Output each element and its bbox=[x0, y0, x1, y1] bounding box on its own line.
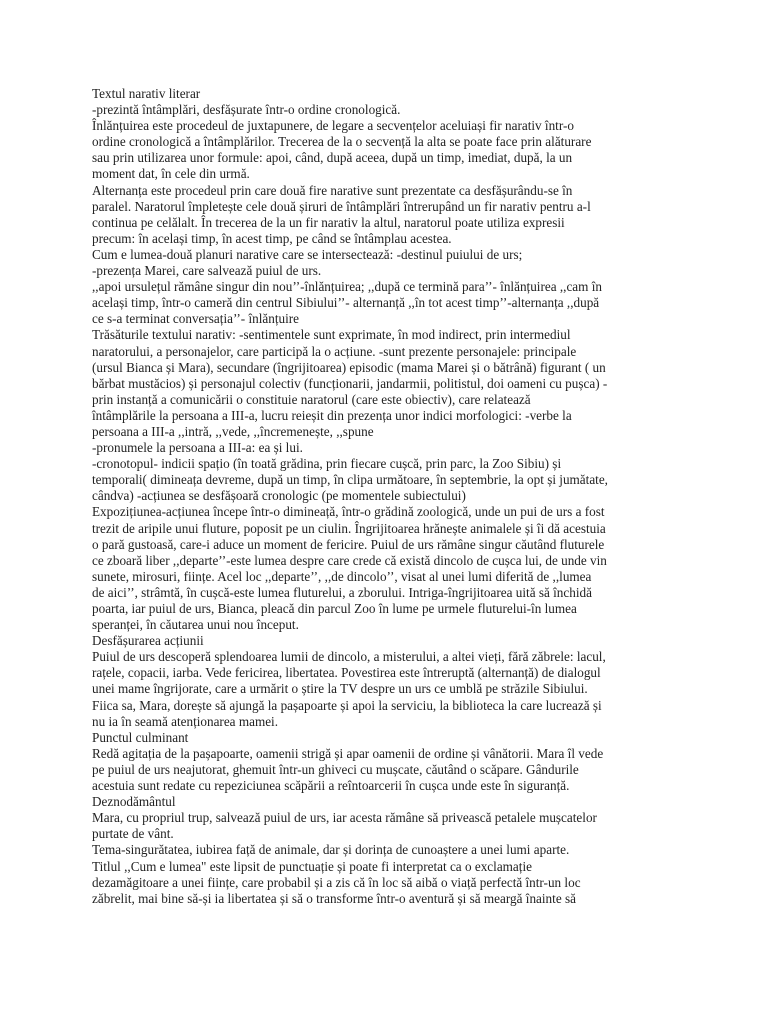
text-line: sunete, mirosuri, ființe. Acel loc ,,departe’’, ,,de dincolo’’, visat al unei lumi diferită de ,,lumea bbox=[92, 568, 592, 584]
text-line: Desfășurarea acțiunii bbox=[92, 633, 204, 649]
text-line: trezit de aripile unui fluture, poposit pe un ciulin. Îngrijitoarea hrănește animalele și îi dă acestuia bbox=[92, 520, 606, 536]
text-line: nu ia în seamă atenționarea mamei. bbox=[92, 713, 279, 729]
text-line: acestuia sunt redate cu repeziciunea scăpării a reîntoarcerii în cușca unde este în siguranță. bbox=[92, 778, 570, 794]
text-line: rațele, copacii, iarba. Vede fericirea, libertatea. Povestirea este întreruptă (alternanță) de dialogul bbox=[92, 665, 601, 681]
text-line: temporali( dimineața devreme, după un timp, în clipa următoare, în septembrie, la opt și jumătate, bbox=[92, 472, 608, 488]
text-line: dezamăgitoare a unei ființe, care probabil și a zis că în loc să aibă o viață perfectă într-un loc bbox=[92, 874, 581, 890]
text-line: Punctul culminant bbox=[92, 729, 189, 745]
text-line: speranței, în căutarea unui nou început. bbox=[92, 617, 299, 633]
text-line: -prezintă întâmplări, desfășurate într-o ordine cronologică. bbox=[92, 102, 401, 118]
text-line: zăbrelit, mai bine să-și ia libertatea și să o transforme într-o aventură și să meargă înainte să bbox=[92, 890, 576, 906]
text-line: Mara, cu propriul trup, salvează puiul de urs, iar acesta rămâne să privească petalele mușcatelor bbox=[92, 810, 597, 826]
text-line: cândva) -acțiunea se desfășoară cronologic (pe momentele subiectului) bbox=[92, 488, 466, 504]
text-line: ce s-a terminat conversația’’- înlănțuire bbox=[92, 311, 299, 327]
text-line: paralel. Naratorul împletește cele două șiruri de întâmplări întrerupând un fir narativ pentru a-l bbox=[92, 198, 591, 214]
text-line: -cronotopul- indicii spațio (în toată grădina, prin fiecare cușcă, prin parc, la Zoo Sibiu) și bbox=[92, 456, 562, 472]
text-line: ce zboară liber ,,departe’’-este lumea despre care crede că există dincolo de cușca lui, de unde vin bbox=[92, 552, 607, 568]
text-line: ordine cronologică a întâmplărilor. Trecerea de la o secvență la alta se poate face prin alăturare bbox=[92, 134, 592, 150]
text-line: Cum e lumea-două planuri narative care se intersectează: -destinul puiului de urs; bbox=[92, 246, 523, 262]
text-line: continua pe celălalt. În trecerea de la un fir narativ la altul, naratorul poate utiliza expresii bbox=[92, 214, 565, 230]
text-line: Alternanța este procedeul prin care două fire narative sunt prezentate ca desfășurându-se în bbox=[92, 182, 573, 198]
text-line: Înlănțuirea este procedeul de juxtapunere, de legare a secvențelor aceluiași fir narativ într-o bbox=[92, 118, 574, 134]
text-line: Deznodământul bbox=[92, 794, 176, 810]
text-line: întâmplările la persoana a III-a, lucru reieșit din prezența unor indici morfologici: -verbe la bbox=[92, 407, 572, 423]
text-line: același timp, într-o cameră din centrul Sibiului’’- alternanță ,,în tot acest timp’’-alternanța ,,după bbox=[92, 295, 600, 311]
text-line: ,,apoi ursulețul rămâne singur din nou’’-înlănțuirea; ,,după ce termină para’’- înlănțuirea ,,cam în bbox=[92, 279, 602, 295]
text-line: pe puiul de urs neajutorat, ghemuit într-un ghiveci cu mușcate, căutând o scăpare. Gândurile bbox=[92, 761, 579, 777]
text-line: precum: în același timp, în acest timp, pe când se întâmplau acestea. bbox=[92, 230, 452, 246]
text-line: -pronumele la persoana a III-a: ea și lui. bbox=[92, 440, 303, 456]
text-line: Expozițiunea-acțiunea începe într-o dimineață, într-o grădină zoologică, unde un pui de urs a fost bbox=[92, 504, 605, 520]
text-line: moment dat, în cele din urmă. bbox=[92, 166, 250, 182]
text-line: bărbat mustăcios) și personajul colectiv (funcționarii, jandarmii, politistul, doi oameni cu pușca) - bbox=[92, 375, 608, 391]
text-line: persoana a III-a ,,intră, ,,vede, ,,încremenește, ,,spune bbox=[92, 423, 374, 439]
text-line: prin instanță a comunicării o constituie naratorul (care este obiectiv), care relatează bbox=[92, 391, 531, 407]
text-line: (ursul Bianca și Mara), secundare (îngrijitoarea) episodic (mama Marei și o bătrână) figurant ( un bbox=[92, 359, 606, 375]
text-line: Textul narativ literar bbox=[92, 86, 201, 101]
text-line: -prezența Marei, care salvează puiul de urs. bbox=[92, 263, 322, 279]
text-line: de aici’’, strâmtă, în cușcă-este lumea fluturelui, a zborului. Intriga-îngrijitoarea uită să închidă bbox=[92, 584, 592, 600]
text-line: Trăsăturile textului narativ: -sentimentele sunt exprimate, în mod indirect, prin intermediul bbox=[92, 327, 571, 343]
text-line: unei mame îngrijorate, care a urmărit o știre la TV despre un urs ce umblă pe străzile Sibiului. bbox=[92, 681, 588, 697]
text-line: poarta, iar puiul de urs, Bianca, pleacă din parcul Zoo în lume pe urmele fluturelui-în lumea bbox=[92, 601, 577, 616]
text-line: Titlul ,,Cum e lumea" este lipsit de punctuație și poate fi interpretat ca o exclamație bbox=[92, 858, 532, 874]
text-line: sau prin utilizarea unor formule: apoi, când, după aceea, după un timp, imediat, după, la un bbox=[92, 150, 573, 166]
text-line: naratorului, a personajelor, care participă la o acțiune. -sunt prezente personajele: principale bbox=[92, 343, 577, 359]
text-line: purtate de vânt. bbox=[92, 826, 174, 842]
text-line: Redă agitația de la pașapoarte, oamenii strigă și apar oamenii de ordine și vânătorii. Mara îl vede bbox=[92, 745, 604, 761]
text-line: Puiul de urs descoperă splendoarea lumii de dincolo, a misterului, a altei vieți, fără zăbrele: lacul, bbox=[92, 649, 606, 665]
text-line: o pară gustoasă, care-i aduce un moment de fericire. Puiul de urs rămâne singur căutând fluturele bbox=[92, 536, 605, 552]
document-page bbox=[92, 86, 704, 907]
text-line: Fiica sa, Mara, dorește să ajungă la pașapoarte și apoi la serviciu, la biblioteca la care lucrează și bbox=[92, 697, 602, 713]
text-line: Tema-singurătatea, iubirea față de animale, dar și dorința de cunoaștere a unei lumi aparte. bbox=[92, 842, 570, 858]
